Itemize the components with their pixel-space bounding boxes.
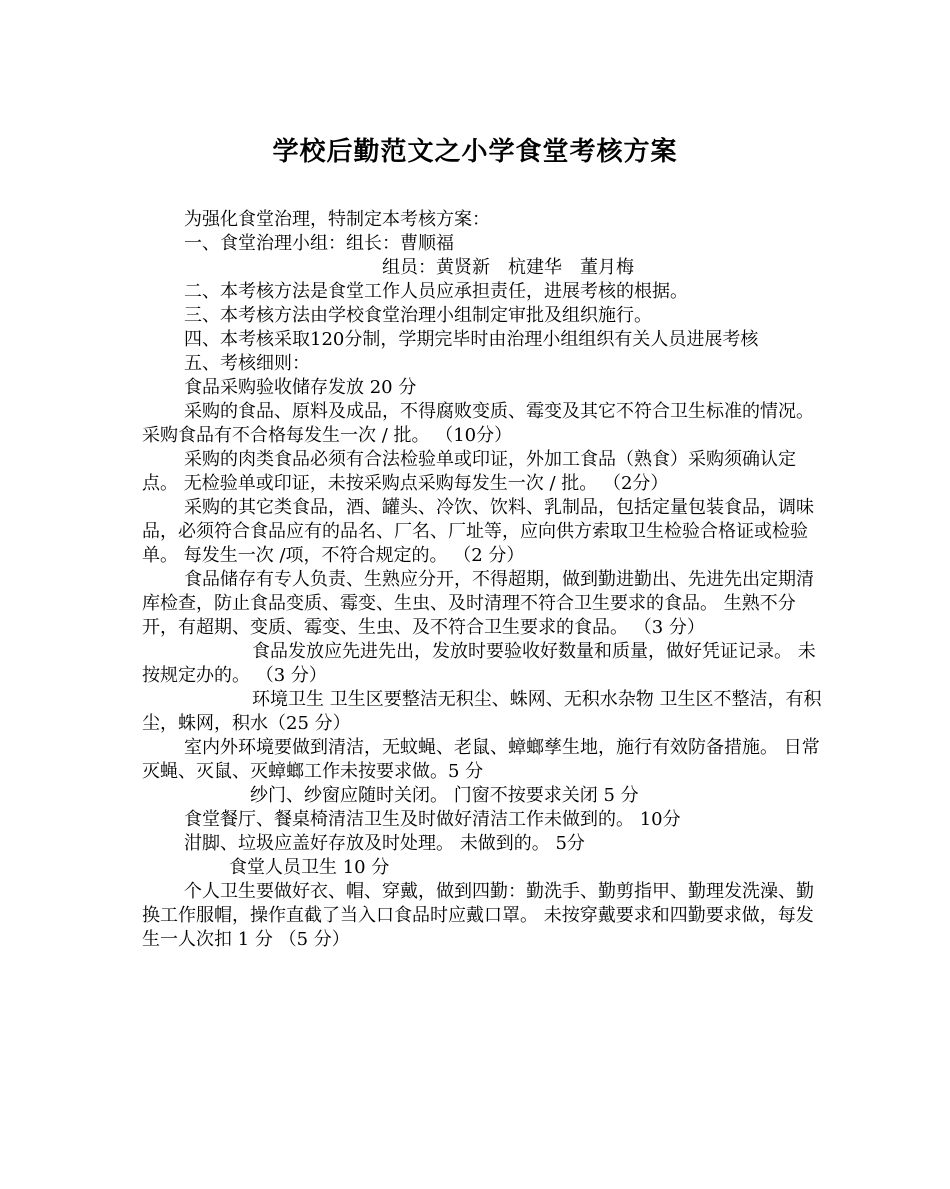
paragraph-environment: 环境卫生 卫生区要整洁无积尘、蛛网、无积水杂物 卫生区不整洁，有积尘，蛛网，积水（25 分） [142, 689, 822, 734]
paragraph-procurement-2: 采购的肉类食品必须有合法检验单或印证，外加工食品（熟食）采购须确认定点。 无检验单或印证，未按采购点采购每发生一次 / 批。 （2分） [142, 449, 796, 494]
paragraph-environment-4: 泔脚、垃圾应盖好存放及时处理。 未做到的。 5分 [184, 833, 585, 854]
paragraph-environment-3: 食堂餐厅、餐桌椅清洁卫生及时做好清洁工作未做到的。 10分 [184, 809, 681, 830]
paragraph-procurement-heading: 食品采购验收储存发放 20 分 [184, 377, 417, 398]
paragraph-section-3: 三、本考核方法由学校食堂治理小组制定审批及组织施行。 [184, 305, 652, 326]
paragraph-intro: 为强化食堂治理，特制定本考核方案： [184, 209, 490, 230]
paragraph-procurement-1: 采购的食品、原料及成品，不得腐败变质、霉变及其它不符合卫生标准的情况。 采购食品有不合格每发生一次 / 批。 （10分） [142, 401, 814, 446]
paragraph-section-2: 二、本考核方法是食堂工作人员应承担责任，进展考核的根据。 [184, 281, 688, 302]
paragraph-storage: 食品储存有专人负责、生熟应分开，不得超期，做到勤进勤出、先进先出定期清库检查，防止食品变质、霉变、生虫、及时清理不符合卫生要求的食品。 生熟不分开，有超期、变质、霉变、生虫、及不符合卫生要求的食品。 （3 分） [142, 569, 814, 638]
paragraph-staff-heading: 食堂人员卫生 10 分 [229, 857, 390, 878]
paragraph-environment-1: 室内外环境要做到清洁，无蚊蝇、老鼠、蟑螂孳生地，施行有效防备措施。 日常灭蝇、灭鼠、灭蟑螂工作未按要求做。5 分 [142, 737, 820, 782]
paragraph-environment-2: 纱门、纱窗应随时关闭。 门窗不按要求关闭 5 分 [250, 785, 639, 806]
paragraph-procurement-3: 采购的其它类食品，酒、罐头、冷饮、饮料、乳制品，包括定量包装食品，调味品，必须符合食品应有的品名、厂名、厂址等，应向供方索取卫生检验合格证或检验单。 每发生一次 /项，不符合规定的。 （2 分） [142, 497, 814, 566]
paragraph-staff-1: 个人卫生要做好衣、帽、穿戴，做到四勤：勤洗手、勤剪指甲、勤理发洗澡、勤换工作服帽，操作直截了当入口食品时应戴口罩。 未按穿戴要求和四勤要求做，每发生一人次扣 1 分 （5 分） [142, 881, 814, 950]
paragraph-section-1: 一、食堂治理小组：组长：曹顺福 [184, 233, 454, 254]
paragraph-dispatch: 食品发放应先进先出，发放时要验收好数量和质量，做好凭证记录。 未按规定办的。 （3 分） [142, 641, 816, 686]
paragraph-section-4: 四、本考核采取120分制，学期完毕时由治理小组组织有关人员进展考核 [184, 329, 759, 350]
paragraph-members: 组员：黄贤新 杭建华 董月梅 [382, 257, 634, 278]
document-body [142, 208, 822, 952]
document-title: 学校后勤范文之小学食堂考核方案 [272, 137, 678, 167]
paragraph-section-5: 五、考核细则： [184, 353, 310, 374]
